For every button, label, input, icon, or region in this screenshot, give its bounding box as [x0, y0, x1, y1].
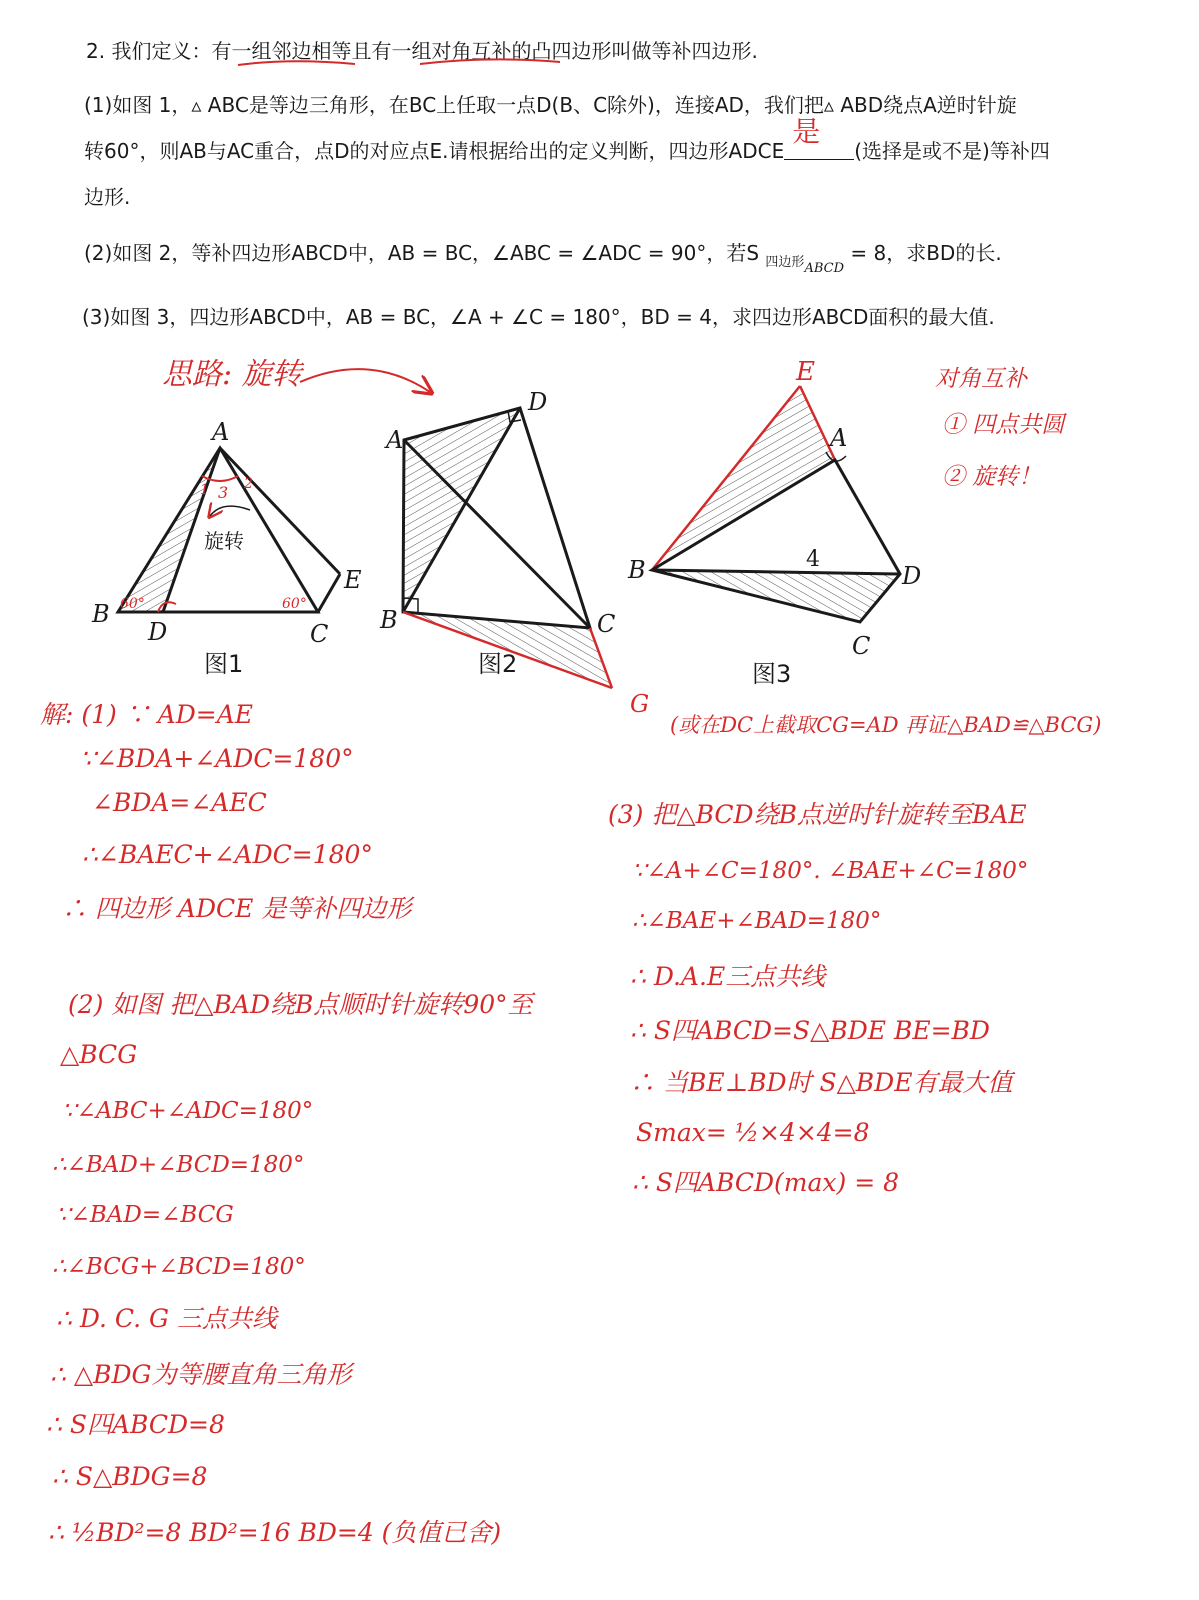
solution2-line4: ∴∠BAD+∠BCD=180°	[52, 1152, 305, 1178]
fig1-label-a: A	[212, 418, 230, 446]
fig3-label-d: D	[902, 562, 922, 590]
fig2-label-a: A	[386, 426, 404, 454]
part3-line: (3)如图 3，四边形ABCD中，AB = BC，∠A + ∠C = 180°，BD = 4，求四边形ABCD面积的最大值.	[82, 305, 995, 329]
solution3-line5: ∴ S四ABCD=S△BDE BE=BD	[630, 1016, 990, 1045]
solution2-line11: ∴ ½BD²=8 BD²=16 BD=4 (负值已舍)	[48, 1518, 502, 1547]
fig2-label-d: D	[528, 388, 548, 416]
fig3-label-b: B	[628, 556, 646, 584]
opposite-angles-2: ② 旋转！	[942, 464, 1042, 490]
fig1-rotate-arrow	[210, 506, 250, 516]
fig1-num-3: 3	[218, 483, 229, 502]
idea-arrow	[300, 369, 430, 392]
fig3-label-c: C	[852, 632, 871, 660]
fig1-label-e: E	[344, 566, 362, 594]
fig1-num-1: 1	[200, 482, 209, 498]
part2-line: (2)如图 2，等补四边形ABCD中，AB = BC，∠ABC = ∠ADC = 90°，若S $_{四边形ABCD}$ = 8，求BD的长.	[84, 241, 1002, 276]
opposite-angles-title: 对角互补	[935, 366, 1027, 392]
fig3-label-a: A	[830, 424, 848, 452]
fig2-label-c: C	[597, 610, 616, 638]
solution3-line6: ∴ 当BE⊥BD时 S△BDE有最大值	[630, 1068, 1013, 1097]
alternative-method-note: (或在DC上截取CG=AD 再证△BAD≌△BCG)	[670, 713, 1102, 737]
fig1-rotate-label: 旋转	[204, 529, 244, 553]
fig1-caption: 图1	[204, 650, 244, 678]
solution3-line2: ∵∠A+∠C=180°. ∠BAE+∠C=180°	[632, 858, 1029, 884]
fig2-label-g: G	[630, 690, 650, 718]
figure-3	[627, 357, 921, 688]
solution1-line3: ∠BDA=∠AEC	[92, 788, 267, 817]
solution2-line10: ∴ S△BDG=8	[52, 1462, 208, 1491]
area-subscript-2: ABCD	[804, 261, 844, 276]
solution2-line8: ∴ △BDG为等腰直角三角形	[50, 1360, 352, 1389]
area-subscript-1: 四边形	[765, 255, 805, 270]
fig1-label-d: D	[148, 618, 168, 646]
answer-text: 是	[792, 115, 821, 148]
idea-note: 思路: 旋转	[162, 357, 302, 392]
solution3-line7: Smax= ½×4×4=8	[636, 1118, 870, 1147]
solution1-line2: ∵∠BDA+∠ADC=180°	[80, 744, 354, 773]
part1-line1: (1)如图 1，▵ ABC是等边三角形，在BC上任取一点D(B、C除外)，连接AD，我们把▵ ABD绕点A逆时针旋	[84, 93, 1017, 117]
fig3-caption: 图3	[752, 660, 792, 688]
solution2-line2: △BCG	[60, 1040, 138, 1069]
solution2-line9: ∴ S四ABCD=8	[46, 1410, 225, 1439]
figure-1	[91, 418, 362, 678]
opposite-angles-1: ① 四点共圆	[942, 412, 1065, 438]
fig1-angle-b: 60°	[120, 596, 145, 612]
solution2-line6: ∴∠BCG+∠BCD=180°	[52, 1254, 306, 1280]
fig2-caption: 图2	[478, 650, 518, 678]
figure-2	[379, 388, 649, 718]
part1-line3: 边形.	[84, 185, 131, 209]
solution1-line5: ∴ 四边形 ADCE 是等补四边形	[62, 894, 412, 923]
fig3-length-bd: 4	[806, 547, 820, 572]
solution3-line8: ∴ S四ABCD(max) = 8	[632, 1168, 900, 1197]
solution2-line1: (2) 如图 把△BAD绕B点顺时针旋转90°至	[68, 990, 533, 1019]
fig1-angle-c: 60°	[282, 596, 307, 612]
solution3-line4: ∴ D.A.E三点共线	[630, 962, 826, 991]
fig2-label-b: B	[380, 606, 398, 634]
problem-heading: 2. 我们定义：有一组邻边相等且有一组对角互补的凸四边形叫做等补四边形.	[86, 39, 758, 63]
solution3-line3: ∴∠BAE+∠BAD=180°	[632, 908, 882, 934]
fig1-segment-ae	[220, 448, 340, 574]
solution2-line3: ∵∠ABC+∠ADC=180°	[62, 1098, 314, 1124]
fig3-label-e: E	[796, 357, 815, 387]
solution2-line7: ∴ D. C. G 三点共线	[56, 1304, 277, 1333]
solution2-line5: ∵∠BAD=∠BCG	[56, 1202, 234, 1228]
fig1-label-b: B	[92, 600, 110, 628]
solution1-line1: 解: (1) ∵ AD=AE	[40, 700, 254, 729]
part1-line2: 转60°，则AB与AC重合，点D的对应点E.请根据给出的定义判断，四边形ADCE 是 (选择是或不是)等补四	[84, 115, 1050, 163]
fig1-segment-ec	[318, 574, 340, 612]
fig1-num-2: 2	[244, 476, 253, 492]
solution1-line4: ∴∠BAEC+∠ADC=180°	[82, 840, 373, 869]
fig1-label-c: C	[310, 620, 329, 648]
solution3-line1: (3) 把△BCD绕B点逆时针旋转至BAE	[608, 800, 1027, 829]
